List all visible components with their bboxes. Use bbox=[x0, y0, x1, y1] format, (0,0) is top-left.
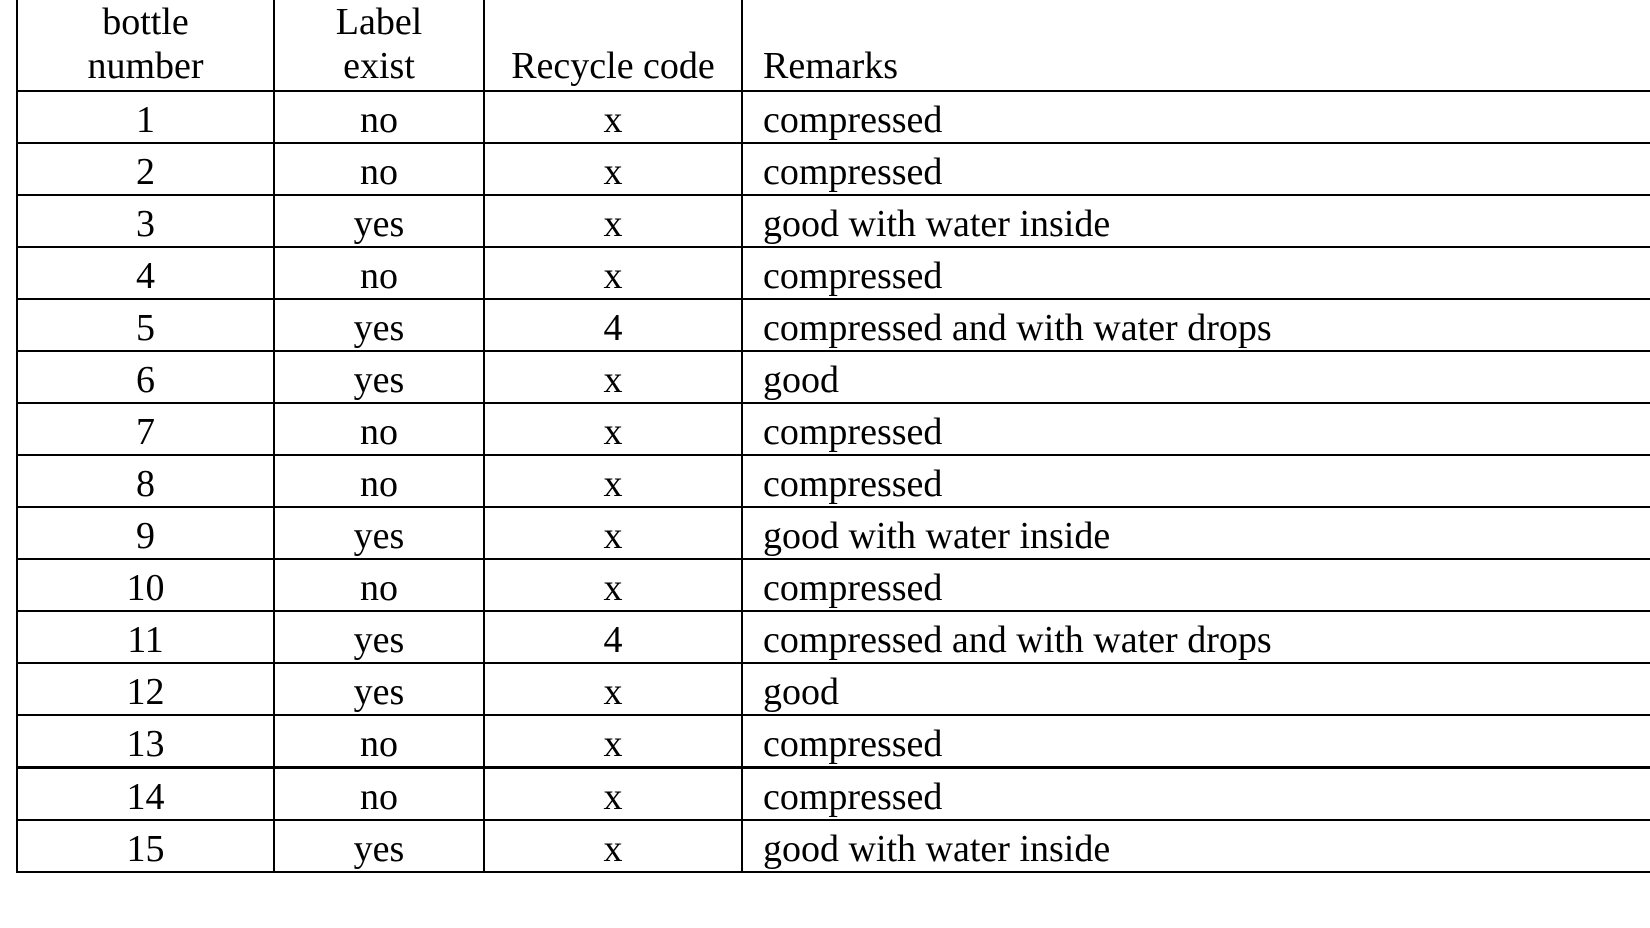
cell-label-exist: yes bbox=[274, 195, 484, 247]
cell-recycle-code: x bbox=[484, 351, 742, 403]
cell-recycle-code: x bbox=[484, 403, 742, 455]
header-bottle-number bbox=[17, 0, 274, 91]
cell-label-exist: no bbox=[274, 455, 484, 507]
cell-bottle-number: 3 bbox=[17, 195, 274, 247]
header-recycle-code: Recycle code bbox=[484, 0, 742, 91]
header-row bbox=[17, 0, 1650, 91]
cell-remarks: compressed bbox=[742, 715, 1650, 768]
cell-recycle-code: x bbox=[484, 91, 742, 143]
table-row bbox=[17, 403, 1650, 455]
cell-bottle-number: 13 bbox=[17, 715, 274, 768]
cell-remarks: good with water inside bbox=[742, 820, 1650, 872]
cell-label-exist: yes bbox=[274, 299, 484, 351]
cell-remarks: good bbox=[742, 351, 1650, 403]
table-row bbox=[17, 91, 1650, 143]
cell-label-exist: no bbox=[274, 768, 484, 821]
cell-label-exist: yes bbox=[274, 507, 484, 559]
table-row bbox=[17, 559, 1650, 611]
cell-remarks: compressed and with water drops bbox=[742, 611, 1650, 663]
cell-remarks: good with water inside bbox=[742, 507, 1650, 559]
cell-label-exist: no bbox=[274, 143, 484, 195]
cell-recycle-code: 4 bbox=[484, 299, 742, 351]
header-label-exist-line1: Label bbox=[335, 1, 423, 43]
cell-remarks: good with water inside bbox=[742, 195, 1650, 247]
cell-label-exist: yes bbox=[274, 663, 484, 715]
table-row bbox=[17, 820, 1650, 872]
cell-recycle-code: 4 bbox=[484, 611, 742, 663]
cell-remarks: compressed bbox=[742, 247, 1650, 299]
header-remarks: Remarks bbox=[742, 0, 1650, 91]
table-row bbox=[17, 715, 1650, 768]
cell-bottle-number: 9 bbox=[17, 507, 274, 559]
cell-label-exist: no bbox=[274, 247, 484, 299]
cell-label-exist: no bbox=[274, 715, 484, 768]
cell-bottle-number: 8 bbox=[17, 455, 274, 507]
cell-recycle-code: x bbox=[484, 195, 742, 247]
cell-bottle-number: 5 bbox=[17, 299, 274, 351]
cell-remarks: compressed bbox=[742, 143, 1650, 195]
cell-label-exist: yes bbox=[274, 351, 484, 403]
cell-recycle-code: x bbox=[484, 247, 742, 299]
cell-label-exist: no bbox=[274, 559, 484, 611]
cell-label-exist: no bbox=[274, 91, 484, 143]
cell-recycle-code: x bbox=[484, 507, 742, 559]
bottle-table bbox=[16, 0, 1650, 873]
cell-remarks: compressed and with water drops bbox=[742, 299, 1650, 351]
cell-label-exist: yes bbox=[274, 611, 484, 663]
cell-remarks: compressed bbox=[742, 91, 1650, 143]
cell-remarks: compressed bbox=[742, 455, 1650, 507]
header-bottle-number-line2: number bbox=[87, 45, 204, 87]
table-row bbox=[17, 663, 1650, 715]
table-row bbox=[17, 455, 1650, 507]
cell-bottle-number: 4 bbox=[17, 247, 274, 299]
table-header bbox=[17, 0, 1650, 91]
cell-bottle-number: 2 bbox=[17, 143, 274, 195]
cell-recycle-code: x bbox=[484, 715, 742, 768]
cell-bottle-number: 10 bbox=[17, 559, 274, 611]
cell-remarks: compressed bbox=[742, 559, 1650, 611]
cell-recycle-code: x bbox=[484, 143, 742, 195]
header-label-exist-line2: exist bbox=[343, 45, 415, 87]
cell-bottle-number: 1 bbox=[17, 91, 274, 143]
bottle-table-sheet bbox=[16, 0, 1650, 873]
cell-remarks: compressed bbox=[742, 403, 1650, 455]
cell-bottle-number: 15 bbox=[17, 820, 274, 872]
cell-bottle-number: 14 bbox=[17, 768, 274, 821]
cell-recycle-code: x bbox=[484, 663, 742, 715]
table-body bbox=[17, 91, 1650, 872]
cell-bottle-number: 12 bbox=[17, 663, 274, 715]
header-label-exist bbox=[274, 0, 484, 91]
cell-recycle-code: x bbox=[484, 820, 742, 872]
cell-remarks: compressed bbox=[742, 768, 1650, 821]
cell-label-exist: no bbox=[274, 403, 484, 455]
cell-label-exist: yes bbox=[274, 820, 484, 872]
table-row bbox=[17, 299, 1650, 351]
cell-recycle-code: x bbox=[484, 559, 742, 611]
cell-recycle-code: x bbox=[484, 768, 742, 821]
table-row bbox=[17, 143, 1650, 195]
cell-bottle-number: 7 bbox=[17, 403, 274, 455]
table-row bbox=[17, 507, 1650, 559]
cell-bottle-number: 6 bbox=[17, 351, 274, 403]
table-row bbox=[17, 195, 1650, 247]
cell-recycle-code: x bbox=[484, 455, 742, 507]
cell-remarks: good bbox=[742, 663, 1650, 715]
table-row bbox=[17, 247, 1650, 299]
header-bottle-number-line1: bottle bbox=[102, 1, 189, 43]
table-row bbox=[17, 611, 1650, 663]
table-row bbox=[17, 768, 1650, 821]
cell-bottle-number: 11 bbox=[17, 611, 274, 663]
table-row bbox=[17, 351, 1650, 403]
